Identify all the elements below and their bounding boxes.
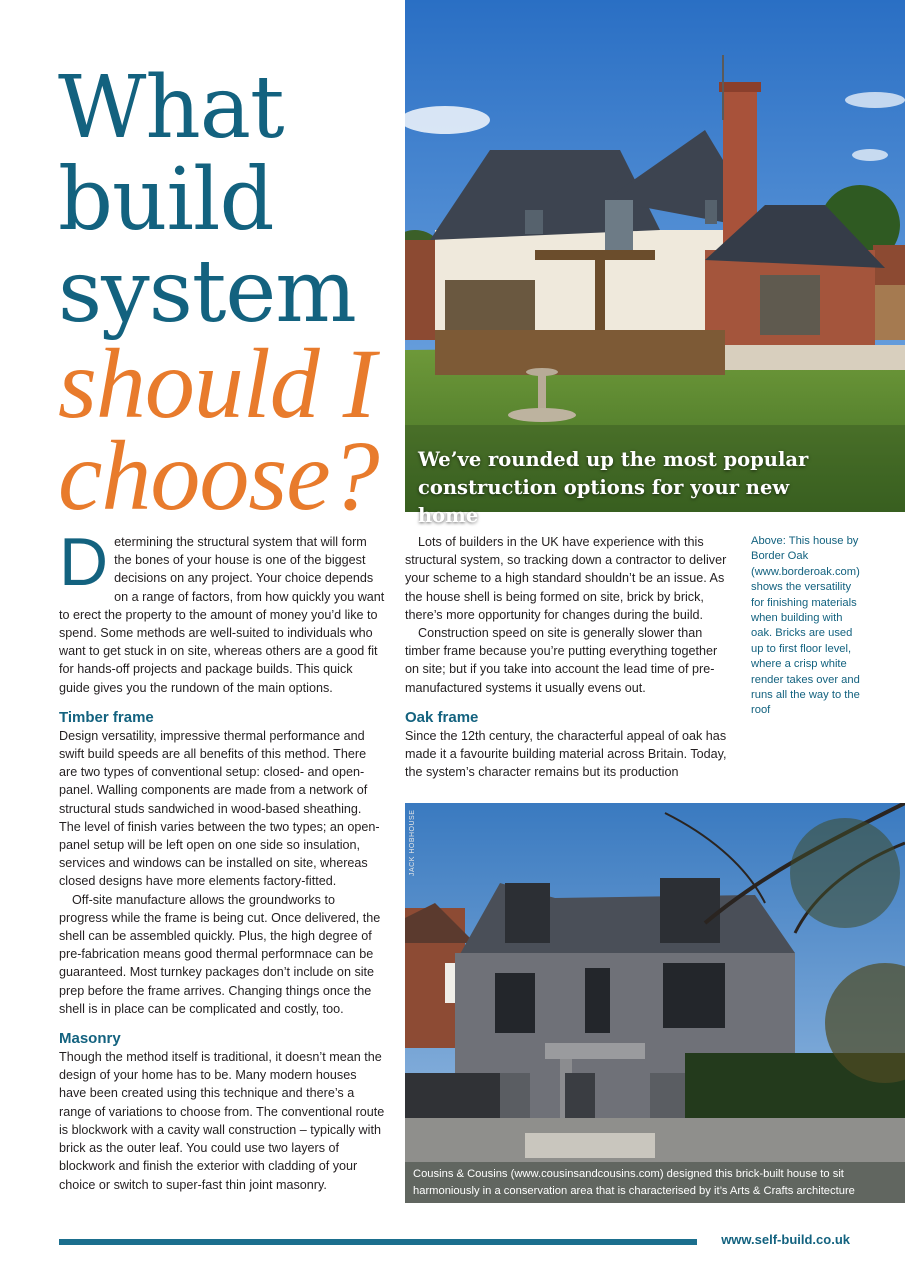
section-heading-masonry: Masonry: [59, 1030, 121, 1048]
side-photo-caption: Above: This house by Border Oak (www.borderoak.com) shows the versatility for finishing materials when building with oak. Bricks are used up to first floor level, where a crisp white render takes over and runs all the way to the roof: [751, 535, 860, 717]
article-tagline: [418, 446, 848, 530]
headline-line-italic: choose?: [58, 420, 379, 531]
section-heading-timber: Timber frame: [59, 708, 154, 726]
footer-rule: [59, 1239, 697, 1245]
top-house-photo: [405, 0, 905, 512]
photo-credit: JACK HOBHOUSE: [409, 809, 416, 876]
tagline-line: We’ve rounded up the most popular: [418, 448, 809, 471]
bottom-photo-caption: [405, 1162, 905, 1203]
intro-paragraph: [59, 524, 385, 697]
footer-url-link[interactable]: www.self-build.co.uk: [721, 1232, 850, 1247]
headline-line: What: [58, 58, 284, 158]
body-paragraph: Construction speed on site is generally slower than timber frame because you’re putting everything together on site; but if you take into account the lead time of pre-manufactured systems it usually evens out.: [405, 626, 718, 695]
headline-line: build: [58, 150, 274, 250]
body-paragraph: Design versatility, impressive thermal performance and swift build speeds are all benefits of this method. There are two types of conventional setup: closed- and open-panel. Walling components are made from a network of structural studs sandwiched in wood-based sheathing. The level of finish varies between the two types; an open-panel setup will be left open on one side so insulation, services and windows can be installed on site, whereas closed designs have more elements factory-fitted.: [59, 728, 380, 889]
text-column-left: [59, 524, 385, 1194]
bottom-house-photo: [405, 803, 905, 1203]
headline-line: system: [58, 242, 356, 342]
tagline-line: construction options for your new home: [418, 476, 790, 527]
text-column-middle: [405, 533, 728, 781]
body-paragraph: Since the 12th century, the characterful appeal of oak has made it a favourite building material across Britain. Today, the system’s character remains but its production: [405, 728, 727, 780]
drop-cap: D: [59, 524, 109, 600]
body-paragraph: Though the method itself is traditional, it doesn’t mean the design of your home has to be. Many modern houses have been created using this technique and there’s a range of variations to choose from. The conventional route is blockwork with a cavity wall construction – typically with brick as the outer leaf. You could use two layers of blockwork and finish the exterior with cladding of your choice or switch to super-fast thin joint masonry.: [59, 1050, 385, 1192]
body-paragraph: Off-site manufacture allows the groundworks to progress while the frame is being cut. Once delivered, the shell can be assembled quickly. Plus, the high degree of pre-fabrication means good thermal performnace can be guaranteed. Most turnkey packages don’t include on site prep before the frame arrives. Changing things once the shell is in place can be complicated and costly, too.: [59, 892, 381, 1016]
article-headline: [58, 58, 403, 531]
intro-text: etermining the structural system that will form the bones of your house is one of the biggest decisions on any project. Your choice depends on a range of factors, from how quickly you want to erect the property to the amount of money you’d like to spend. Some methods are well-suited to individuals who want to get stuck in on site, whereas others are a good fit for hands-off projects and package builds. This quick guide gives you the rundown of the main options.: [59, 535, 385, 695]
caption-line: Cousins & Cousins (www.cousinsandcousins.com) designed this brick-built house to sit: [413, 1168, 844, 1180]
section-heading-oak: Oak frame: [405, 708, 479, 726]
headline-line-italic: should I: [58, 328, 375, 439]
caption-line: harmoniously in a conservation area that is characterised by it’s Arts & Crafts architecture: [413, 1185, 855, 1197]
body-paragraph: Lots of builders in the UK have experience with this structural system, so tracking down a contractor to deliver your scheme to a high standard shouldn’t be an issue. As the house shell is being formed on site, brick by brick, there’s more opportunity for changes during the build.: [405, 535, 727, 622]
